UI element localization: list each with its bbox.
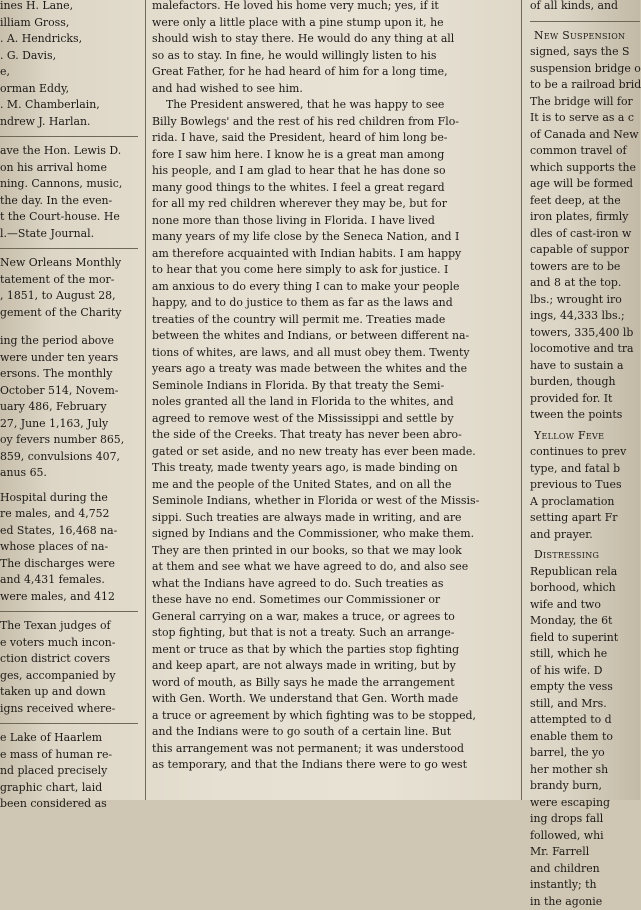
text-line: 27, June 1,163, July bbox=[0, 416, 138, 433]
text-line: l.—State Journal. bbox=[0, 226, 138, 243]
text-line: to hear that you come here simply to ask for justice. I bbox=[152, 262, 513, 279]
text-line: were only a little place with a pine stump upon it, he bbox=[152, 15, 513, 32]
text-line: continues to prev bbox=[530, 444, 640, 461]
paragraph bbox=[152, 97, 513, 774]
paragraph bbox=[530, 28, 640, 424]
text-line: many good things to the whites. I feel a great regard bbox=[152, 180, 513, 197]
text-line: am therefore acquainted with Indian habits. I am happy bbox=[152, 246, 513, 263]
text-line: many years of my life close by the Seneca Nation, and I bbox=[152, 229, 513, 246]
text-line: Seminole Indians, whether in Florida or west of the Missis- bbox=[152, 493, 513, 510]
text-line: age will be formed bbox=[530, 176, 640, 193]
text-line: malefactors. He loved his home very much; yes, if it bbox=[152, 0, 513, 15]
text-line: suspension bridge o bbox=[530, 61, 640, 78]
text-line: for all my red children wherever they may be, but for bbox=[152, 196, 513, 213]
text-line: . A. Hendricks, bbox=[0, 31, 138, 48]
text-line: They are then printed in our books, so that we may look bbox=[152, 543, 513, 560]
text-line: none more than those living in Florida. I have lived bbox=[152, 213, 513, 230]
text-line: The bridge will for bbox=[530, 94, 640, 111]
text-line: taken up and down bbox=[0, 684, 138, 701]
text-line: between the whites and Indians, or between different na- bbox=[152, 328, 513, 345]
text-line: of his wife. D bbox=[530, 663, 640, 680]
text-line: anus 65. bbox=[0, 465, 138, 482]
text-line: Seminole Indians in Florida. By that treaty the Semi- bbox=[152, 378, 513, 395]
text-line: rida. I have, said the President, heard of him long be- bbox=[152, 130, 513, 147]
text-line: tween the points bbox=[530, 407, 640, 424]
text-line: of all kinds, and bbox=[530, 0, 640, 15]
text-line: previous to Tues bbox=[530, 477, 640, 494]
text-line: me and the people of the United States, and on all the bbox=[152, 477, 513, 494]
text-line: sippi. Such treaties are always made in writing, and are bbox=[152, 510, 513, 527]
text-line: and 4,431 females. bbox=[0, 572, 138, 589]
text-line: . M. Chamberlain, bbox=[0, 97, 138, 114]
text-line: which supports the bbox=[530, 160, 640, 177]
paragraph bbox=[530, 547, 640, 910]
text-line: common travel of bbox=[530, 143, 640, 160]
text-line: ed States, 16,468 na- bbox=[0, 523, 138, 540]
text-line: The discharges were bbox=[0, 556, 138, 573]
text-line: tions of whites, are laws, and all must obey them. Twenty bbox=[152, 345, 513, 362]
text-line: fore I saw him here. I know he is a great man among bbox=[152, 147, 513, 164]
text-line: signed by Indians and the Commissioner, who make them. bbox=[152, 526, 513, 543]
spacer bbox=[0, 321, 138, 333]
text-line: , 1851, to August 28, bbox=[0, 288, 138, 305]
right-column bbox=[530, 0, 640, 910]
text-line: New Orleans Monthly bbox=[0, 255, 138, 272]
paragraph bbox=[0, 618, 138, 717]
text-line: her mother sh bbox=[530, 762, 640, 779]
text-line: ings, 44,333 lbs.; bbox=[530, 308, 640, 325]
text-line: October 514, Novem- bbox=[0, 383, 138, 400]
text-line: whose places of na- bbox=[0, 539, 138, 556]
text-line: locomotive and tra bbox=[530, 341, 640, 358]
text-line: at them and see what we have agreed to do, and also see bbox=[152, 559, 513, 576]
text-line: graphic chart, laid bbox=[0, 780, 138, 797]
text-line: gated or set aside, and no new treaty has ever been made. bbox=[152, 444, 513, 461]
section-heading: Yellow Feve bbox=[530, 428, 640, 445]
text-line: what the Indians have agreed to do. Such treaties as bbox=[152, 576, 513, 593]
text-line: with Gen. Worth. We understand that Gen. Worth made bbox=[152, 691, 513, 708]
text-line: igns received where- bbox=[0, 701, 138, 718]
text-line: type, and fatal b bbox=[530, 461, 640, 478]
middle-column bbox=[152, 0, 513, 774]
text-line: provided for. It bbox=[530, 391, 640, 408]
divider bbox=[0, 136, 138, 137]
text-line: word of mouth, as Billy says he made the arrangement bbox=[152, 675, 513, 692]
text-line: treaties of the country will permit me. Treaties made bbox=[152, 312, 513, 329]
text-line: as temporary, and that the Indians there were to go west bbox=[152, 757, 513, 774]
text-line: A proclamation bbox=[530, 494, 640, 511]
text-line: ning. Cannons, music, bbox=[0, 176, 138, 193]
divider bbox=[0, 723, 138, 724]
text-line: empty the vess bbox=[530, 679, 640, 696]
text-line: stop fighting, but that is not a treaty. Such an arrange- bbox=[152, 625, 513, 642]
text-line: e voters much incon- bbox=[0, 635, 138, 652]
text-line: a truce or agreement by which fighting was to be stopped, bbox=[152, 708, 513, 725]
text-line: re males, and 4,752 bbox=[0, 506, 138, 523]
text-line: dles of cast-iron w bbox=[530, 226, 640, 243]
text-line: Hospital during the bbox=[0, 490, 138, 507]
text-line: and prayer. bbox=[530, 527, 640, 544]
text-line: towers, 335,400 lb bbox=[530, 325, 640, 342]
text-line: were under ten years bbox=[0, 350, 138, 367]
divider bbox=[0, 248, 138, 249]
text-line: attempted to d bbox=[530, 712, 640, 729]
text-line: were males, and 412 bbox=[0, 589, 138, 606]
text-line: 859, convulsions 407, bbox=[0, 449, 138, 466]
text-line: years ago a treaty was made between the whites and the bbox=[152, 361, 513, 378]
text-line: orman Eddy, bbox=[0, 81, 138, 98]
text-line: Mr. Farrell bbox=[530, 844, 640, 861]
text-line: e, bbox=[0, 64, 138, 81]
text-line: am anxious to do every thing I can to make your people bbox=[152, 279, 513, 296]
text-line: lbs.; wrought iro bbox=[530, 292, 640, 309]
text-line: instantly; th bbox=[530, 877, 640, 894]
section-heading: Distressing bbox=[530, 547, 640, 564]
text-line: on his arrival home bbox=[0, 160, 138, 177]
text-line: and children bbox=[530, 861, 640, 878]
text-line: ersons. The monthly bbox=[0, 366, 138, 383]
column-rule bbox=[145, 0, 146, 800]
section-heading: New Suspension bbox=[530, 28, 640, 45]
text-line: his people, and I am glad to hear that he has done so bbox=[152, 163, 513, 180]
text-line: The Texan judges of bbox=[0, 618, 138, 635]
text-line: noles granted all the land in Florida to the whites, and bbox=[152, 394, 513, 411]
text-line: still, and Mrs. bbox=[530, 696, 640, 713]
text-line: ges, accompanied by bbox=[0, 668, 138, 685]
text-line: enable them to bbox=[530, 729, 640, 746]
text-line: of Canada and New bbox=[530, 127, 640, 144]
text-line: General carrying on a war, makes a truce, or agrees to bbox=[152, 609, 513, 626]
paragraph bbox=[0, 730, 138, 813]
text-line: gement of the Charity bbox=[0, 305, 138, 322]
text-line: and 8 at the top. bbox=[530, 275, 640, 292]
text-line: Monday, the 6t bbox=[530, 613, 640, 630]
text-line: . G. Davis, bbox=[0, 48, 138, 65]
text-line: the day. In the even- bbox=[0, 193, 138, 210]
text-line: tatement of the mor- bbox=[0, 272, 138, 289]
text-line: ing drops fall bbox=[530, 811, 640, 828]
divider bbox=[530, 21, 640, 22]
spacer bbox=[0, 482, 138, 490]
text-line: Republican rela bbox=[530, 564, 640, 581]
text-line: and the Indians were to go south of a certain line. But bbox=[152, 724, 513, 741]
text-line: feet deep, at the bbox=[530, 193, 640, 210]
text-line: were escaping bbox=[530, 795, 640, 812]
paragraph bbox=[152, 0, 513, 97]
divider bbox=[0, 611, 138, 612]
text-line: barrel, the yo bbox=[530, 745, 640, 762]
text-line: towers are to be bbox=[530, 259, 640, 276]
text-line: the side of the Creeks. That treaty has never been abro- bbox=[152, 427, 513, 444]
text-line: illiam Gross, bbox=[0, 15, 138, 32]
text-line: this arrangement was not permanent; it was understood bbox=[152, 741, 513, 758]
text-line: wife and two bbox=[530, 597, 640, 614]
text-line: oy fevers number 865, bbox=[0, 432, 138, 449]
text-line: ave the Hon. Lewis D. bbox=[0, 143, 138, 160]
column-rule bbox=[521, 0, 522, 800]
text-line: ing the period above bbox=[0, 333, 138, 350]
text-line: these have no end. Sometimes our Commissioner or bbox=[152, 592, 513, 609]
text-line: to be a railroad brid bbox=[530, 77, 640, 94]
text-line: nd placed precisely bbox=[0, 763, 138, 780]
paragraph bbox=[530, 428, 640, 544]
text-line: It is to serve as a c bbox=[530, 110, 640, 127]
text-line: burden, though bbox=[530, 374, 640, 391]
text-line: setting apart Fr bbox=[530, 510, 640, 527]
text-line: happy, and to do justice to them as far as the laws and bbox=[152, 295, 513, 312]
text-line: The President answered, that he was happy to see bbox=[152, 97, 513, 114]
text-line: agreed to remove west of the Mississippi and settle by bbox=[152, 411, 513, 428]
text-line: ines H. Lane, bbox=[0, 0, 138, 15]
text-line: brandy burn, bbox=[530, 778, 640, 795]
text-line: so as to stay. In fine, he would willingly listen to his bbox=[152, 48, 513, 65]
text-line: field to superint bbox=[530, 630, 640, 647]
text-line: signed, says the S bbox=[530, 44, 640, 61]
text-line: still, which he bbox=[530, 646, 640, 663]
text-line: iron plates, firmly bbox=[530, 209, 640, 226]
paragraph bbox=[0, 490, 138, 606]
text-line: ction district covers bbox=[0, 651, 138, 668]
text-line: borhood, which bbox=[530, 580, 640, 597]
text-line: have to sustain a bbox=[530, 358, 640, 375]
paragraph bbox=[0, 255, 138, 321]
paragraph bbox=[530, 0, 640, 15]
text-line: This treaty, made twenty years ago, is made binding on bbox=[152, 460, 513, 477]
text-line: ment or truce as that by which the parties stop fighting bbox=[152, 642, 513, 659]
text-line: capable of suppor bbox=[530, 242, 640, 259]
text-line: followed, whi bbox=[530, 828, 640, 845]
text-line: and keep apart, are not always made in writing, but by bbox=[152, 658, 513, 675]
paragraph bbox=[0, 333, 138, 482]
text-line: been considered as bbox=[0, 796, 138, 813]
text-line: ndrew J. Harlan. bbox=[0, 114, 138, 131]
text-line: Billy Bowlegs' and the rest of his red children from Flo- bbox=[152, 114, 513, 131]
names-list bbox=[0, 0, 138, 130]
text-line: and had wished to see him. bbox=[152, 81, 513, 98]
text-line: uary 486, February bbox=[0, 399, 138, 416]
left-column bbox=[0, 0, 138, 813]
text-line: Great Father, for he had heard of him for a long time, bbox=[152, 64, 513, 81]
text-line: e mass of human re- bbox=[0, 747, 138, 764]
text-line: e Lake of Haarlem bbox=[0, 730, 138, 747]
paragraph bbox=[0, 143, 138, 242]
text-line: t the Court-house. He bbox=[0, 209, 138, 226]
text-line: in the agonie bbox=[530, 894, 640, 910]
text-line: should wish to stay there. He would do any thing at all bbox=[152, 31, 513, 48]
